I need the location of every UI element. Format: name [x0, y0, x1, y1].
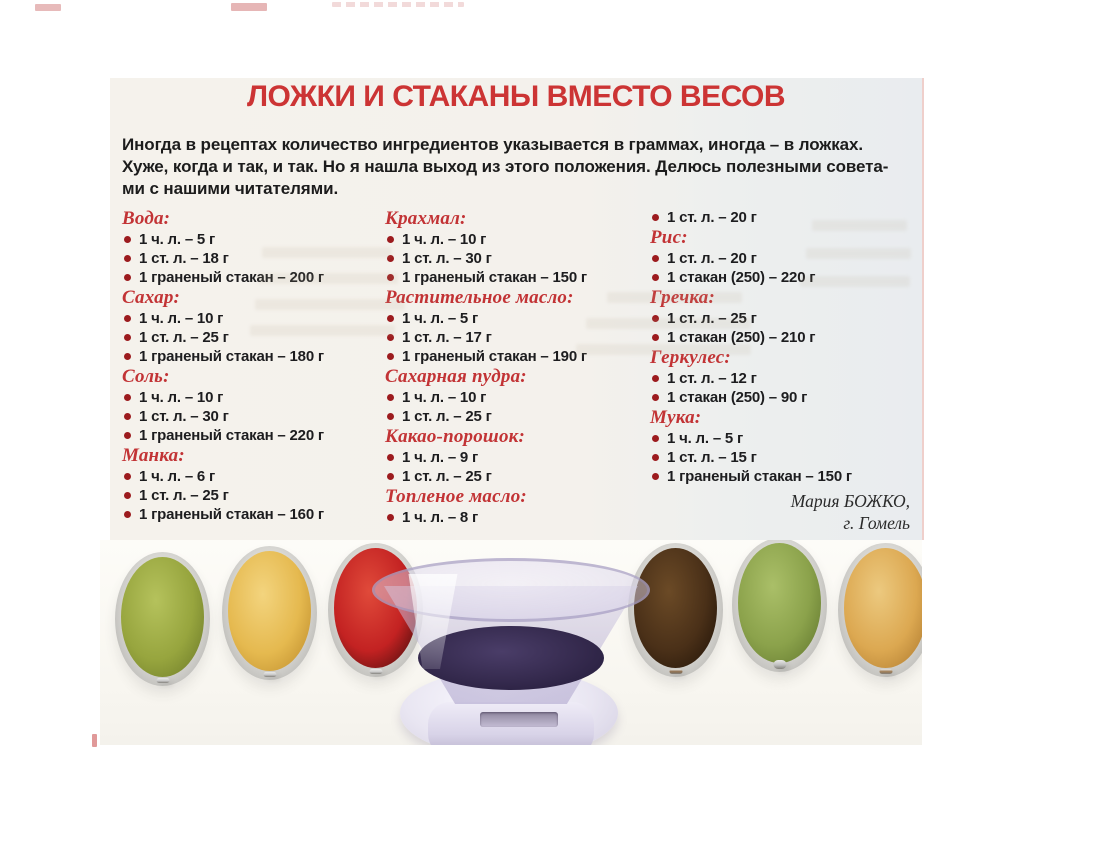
bullet-icon [652, 255, 659, 262]
intro-line: Иногда в рецептах количество ингредиентов указывается в граммах, иногда – в ложках. [122, 135, 863, 154]
bullet-icon [124, 236, 131, 243]
kitchen-scale [372, 554, 650, 745]
page-title: ЛОЖКИ И СТАКАНЫ ВМЕСТО ВЕСОВ [247, 80, 785, 113]
measure-text: 1 граненый стакан – 150 г [402, 269, 587, 286]
ingredient-header: Мука: [650, 407, 702, 428]
measure-text: 1 ч. л. – 6 г [139, 468, 216, 485]
measures-column-2 [385, 208, 640, 527]
bleed-through-text [576, 344, 751, 355]
measure-text: 1 ст. л. – 30 г [402, 250, 492, 267]
measure-text: 1 ст. л. – 25 г [139, 329, 229, 346]
ingredient-header: Соль: [122, 366, 170, 387]
measure-item [650, 388, 910, 407]
spoon-handle [669, 669, 682, 674]
bullet-icon [387, 413, 394, 420]
author-city: г. Гомель [843, 513, 910, 533]
measure-text: 1 граненый стакан – 190 г [402, 348, 587, 365]
measure-text: 1 ч. л. – 5 г [139, 231, 216, 248]
ingredient-header: Сахарная пудра: [385, 366, 527, 387]
ingredient-header: Вода: [122, 208, 171, 229]
measure-item [385, 448, 640, 467]
spoon-handle [156, 678, 169, 683]
green-powder [738, 543, 821, 663]
measure-text: 1 ст. л. – 15 г [667, 449, 757, 466]
measure-text: 1 ст. л. – 20 г [667, 250, 757, 267]
measure-item [385, 230, 640, 249]
bleed-through-text [586, 318, 751, 329]
measure-text: 1 ч. л. – 8 г [402, 509, 479, 526]
bullet-icon [124, 255, 131, 262]
bullet-icon [124, 315, 131, 322]
measure-text: 1 ч. л. – 5 г [402, 310, 479, 327]
measure-item [650, 369, 910, 388]
measure-text: 1 граненый стакан – 180 г [139, 348, 324, 365]
measure-text: 1 ч. л. – 10 г [139, 389, 224, 406]
bullet-icon [124, 511, 131, 518]
bleed-through-text [800, 276, 910, 287]
measure-text: 1 ст. л. – 18 г [139, 250, 229, 267]
ingredient-header: Манка: [122, 445, 185, 466]
measure-text: 1 ст. л. – 12 г [667, 370, 757, 387]
measure-item [122, 407, 377, 426]
bullet-icon [124, 432, 131, 439]
recipe-clipping [110, 78, 924, 540]
bullet-icon [124, 274, 131, 281]
measure-text: 1 ст. л. – 30 г [139, 408, 229, 425]
print-fragment-icon [332, 2, 464, 7]
intro-paragraph [122, 134, 912, 200]
ingredient-header: Крахмал: [385, 208, 467, 229]
bullet-icon [124, 334, 131, 341]
measure-text: 1 ст. л. – 25 г [139, 487, 229, 504]
measure-text: 1 ст. л. – 25 г [402, 468, 492, 485]
ingredient-header: Какао-порошок: [385, 426, 526, 447]
measure-item [650, 467, 910, 486]
bleed-through-text [255, 299, 405, 310]
yellow-powder [228, 551, 311, 671]
intro-line: Хуже, когда и так, и так. Но я нашла выход из этого положения. Делюсь полезными совета- [122, 157, 889, 176]
measure-item [650, 429, 910, 448]
ingredient-header: Сахар: [122, 287, 181, 308]
bullet-icon [652, 454, 659, 461]
measure-text: 1 ст. л. – 25 г [402, 408, 492, 425]
measure-item [385, 268, 640, 287]
measure-item [122, 388, 377, 407]
measure-text: 1 ч. л. – 9 г [402, 449, 479, 466]
tan-powder-spoon [838, 543, 922, 677]
spoon-handle [879, 669, 892, 674]
bleed-through-text [607, 292, 742, 303]
spoon-bowl [115, 552, 210, 686]
scale-display [480, 712, 558, 727]
author-attribution [791, 490, 910, 534]
ingredient-header: Растительное масло: [385, 287, 574, 308]
bullet-icon [387, 454, 394, 461]
bleed-through-text [250, 325, 395, 336]
spoon-handle [263, 672, 276, 677]
bullet-icon [652, 435, 659, 442]
green-powder-spoon-left [115, 552, 210, 686]
measure-item [385, 249, 640, 268]
author-name: Мария БОЖКО, [790, 491, 910, 511]
measure-text: 1 ст. л. – 17 г [402, 329, 492, 346]
bleed-through-text [806, 248, 911, 259]
measure-item [385, 407, 640, 426]
bullet-icon [652, 334, 659, 341]
ingredient-header: Рис: [650, 227, 688, 248]
spoon-bowl [732, 540, 827, 672]
measure-item [122, 347, 377, 366]
measure-text: 1 стакан (250) – 90 г [667, 389, 808, 406]
bullet-icon [652, 473, 659, 480]
bleed-through-text [262, 247, 392, 258]
green-powder-spoon-right [732, 540, 827, 672]
bullet-icon [387, 236, 394, 243]
print-fragment-icon [231, 3, 267, 11]
bullet-icon [124, 413, 131, 420]
bullet-icon [124, 394, 131, 401]
measures-columns [122, 208, 910, 540]
bullet-icon [652, 214, 659, 221]
measure-item [385, 508, 640, 527]
measure-text: 1 ст. л. – 20 г [667, 209, 757, 226]
bullet-icon [387, 315, 394, 322]
bullet-icon [124, 492, 131, 499]
measure-item [385, 388, 640, 407]
bleed-through-text [258, 273, 398, 284]
measure-text: 1 граненый стакан – 200 г [139, 269, 324, 286]
measure-text: 1 ч. л. – 10 г [139, 310, 224, 327]
measure-item [122, 467, 377, 486]
bullet-icon [124, 353, 131, 360]
ingredient-header: Геркулес: [650, 347, 731, 368]
measure-text: 1 стакан (250) – 220 г [667, 269, 816, 286]
spoons-and-scale-photo [100, 540, 922, 745]
spoon-bowl [222, 546, 317, 680]
ingredient-header: Гречка: [650, 287, 715, 308]
tan-powder [844, 548, 922, 668]
measure-item [385, 467, 640, 486]
measure-item [122, 486, 377, 505]
measure-text: 1 ч. л. – 10 г [402, 231, 487, 248]
bleed-through-text [812, 220, 907, 231]
measure-item [650, 448, 910, 467]
yellow-powder-spoon [222, 546, 317, 680]
green-powder [121, 557, 204, 677]
spoon-bowl [838, 543, 922, 677]
intro-line: ми с нашими читателями. [122, 179, 339, 198]
print-fragment-icon [92, 734, 97, 747]
print-fragment-icon [35, 4, 61, 11]
bullet-icon [124, 473, 131, 480]
bullet-icon [387, 353, 394, 360]
measure-item [122, 426, 377, 445]
scale-body [428, 702, 594, 745]
measure-text: 1 ч. л. – 5 г [667, 430, 744, 447]
bullet-icon [387, 473, 394, 480]
bullet-icon [652, 394, 659, 401]
measure-item [122, 505, 377, 524]
measure-text: 1 граненый стакан – 160 г [139, 506, 324, 523]
bullet-icon [387, 394, 394, 401]
measure-text: 1 граненый стакан – 220 г [139, 427, 324, 444]
measure-text: 1 ст. л. – 25 г [667, 310, 757, 327]
spoon-handle [773, 660, 786, 669]
ingredient-header: Топленое масло: [385, 486, 527, 507]
measure-text: 1 стакан (250) – 210 г [667, 329, 816, 346]
bullet-icon [387, 514, 394, 521]
measure-text: 1 ч. л. – 10 г [402, 389, 487, 406]
measure-text: 1 граненый стакан – 150 г [667, 468, 852, 485]
bullet-icon [652, 274, 659, 281]
bullet-icon [652, 375, 659, 382]
